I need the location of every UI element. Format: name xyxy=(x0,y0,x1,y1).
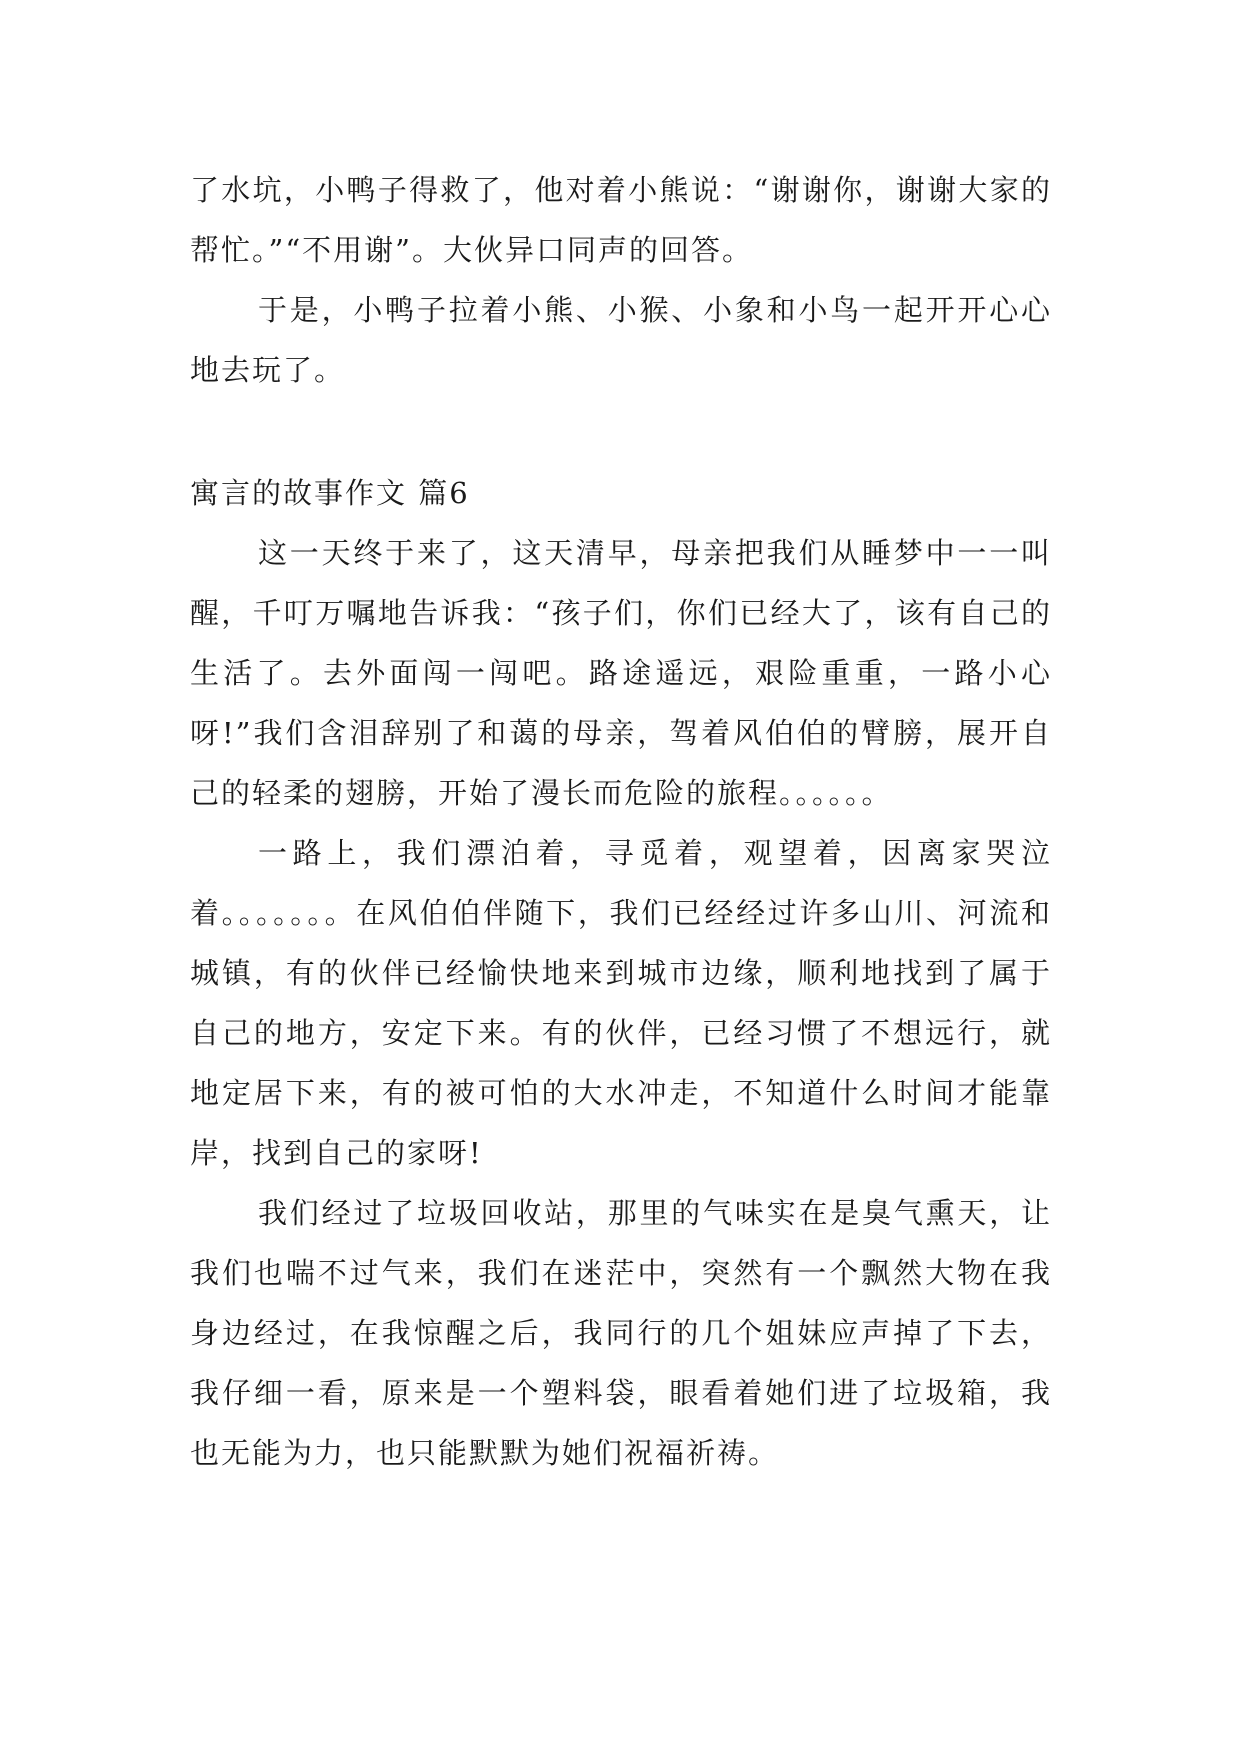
paragraph-continued: 了水坑，小鸭子得救了，他对着小熊说：“谢谢你，谢谢大家的帮忙。”“不用谢”。大伙异口同声的回答。 xyxy=(190,173,1052,267)
paragraph: 于是，小鸭子拉着小熊、小猴、小象和小鸟一起开开心心地去玩了。 xyxy=(190,293,1052,387)
section-title: 寓言的故事作文 篇6 xyxy=(190,476,470,510)
paragraph: 这一天终于来了，这天清早，母亲把我们从睡梦中一一叫醒，千叮万嘱地告诉我：“孩子们，你们已经大了，该有自己的生活了。去外面闯一闯吧。路途遥远，艰险重重，一路小心呀!”我们含泪辞别了和蔼的母亲，驾着风伯伯的臂膀，展开自己的轻柔的翅膀，开始了漫长而危险的旅程。。。。。。 xyxy=(190,536,1052,810)
paragraph: 我们经过了垃圾回收站，那里的气味实在是臭气熏天，让我们也喘不过气来，我们在迷茫中，突然有一个飘然大物在我身边经过，在我惊醒之后，我同行的几个姐妹应声掉了下去，我仔细一看，原来是一个塑料袋，眼看着她们进了垃圾箱，我也无能为力，也只能默默为她们祝福祈祷。 xyxy=(190,1196,1052,1470)
paragraph: 一路上，我们漂泊着，寻觅着，观望着，因离家哭泣着。。。。。。。在风伯伯伴随下，我们已经经过许多山川、河流和城镇，有的伙伴已经愉快地来到城市边缘，顺利地找到了属于自己的地方，安定下来。有的伙伴，已经习惯了不想远行，就地定居下来，有的被可怕的大水冲走，不知道什么时间才能靠岸，找到自己的家呀! xyxy=(190,836,1052,1170)
document-body xyxy=(190,160,1052,1483)
